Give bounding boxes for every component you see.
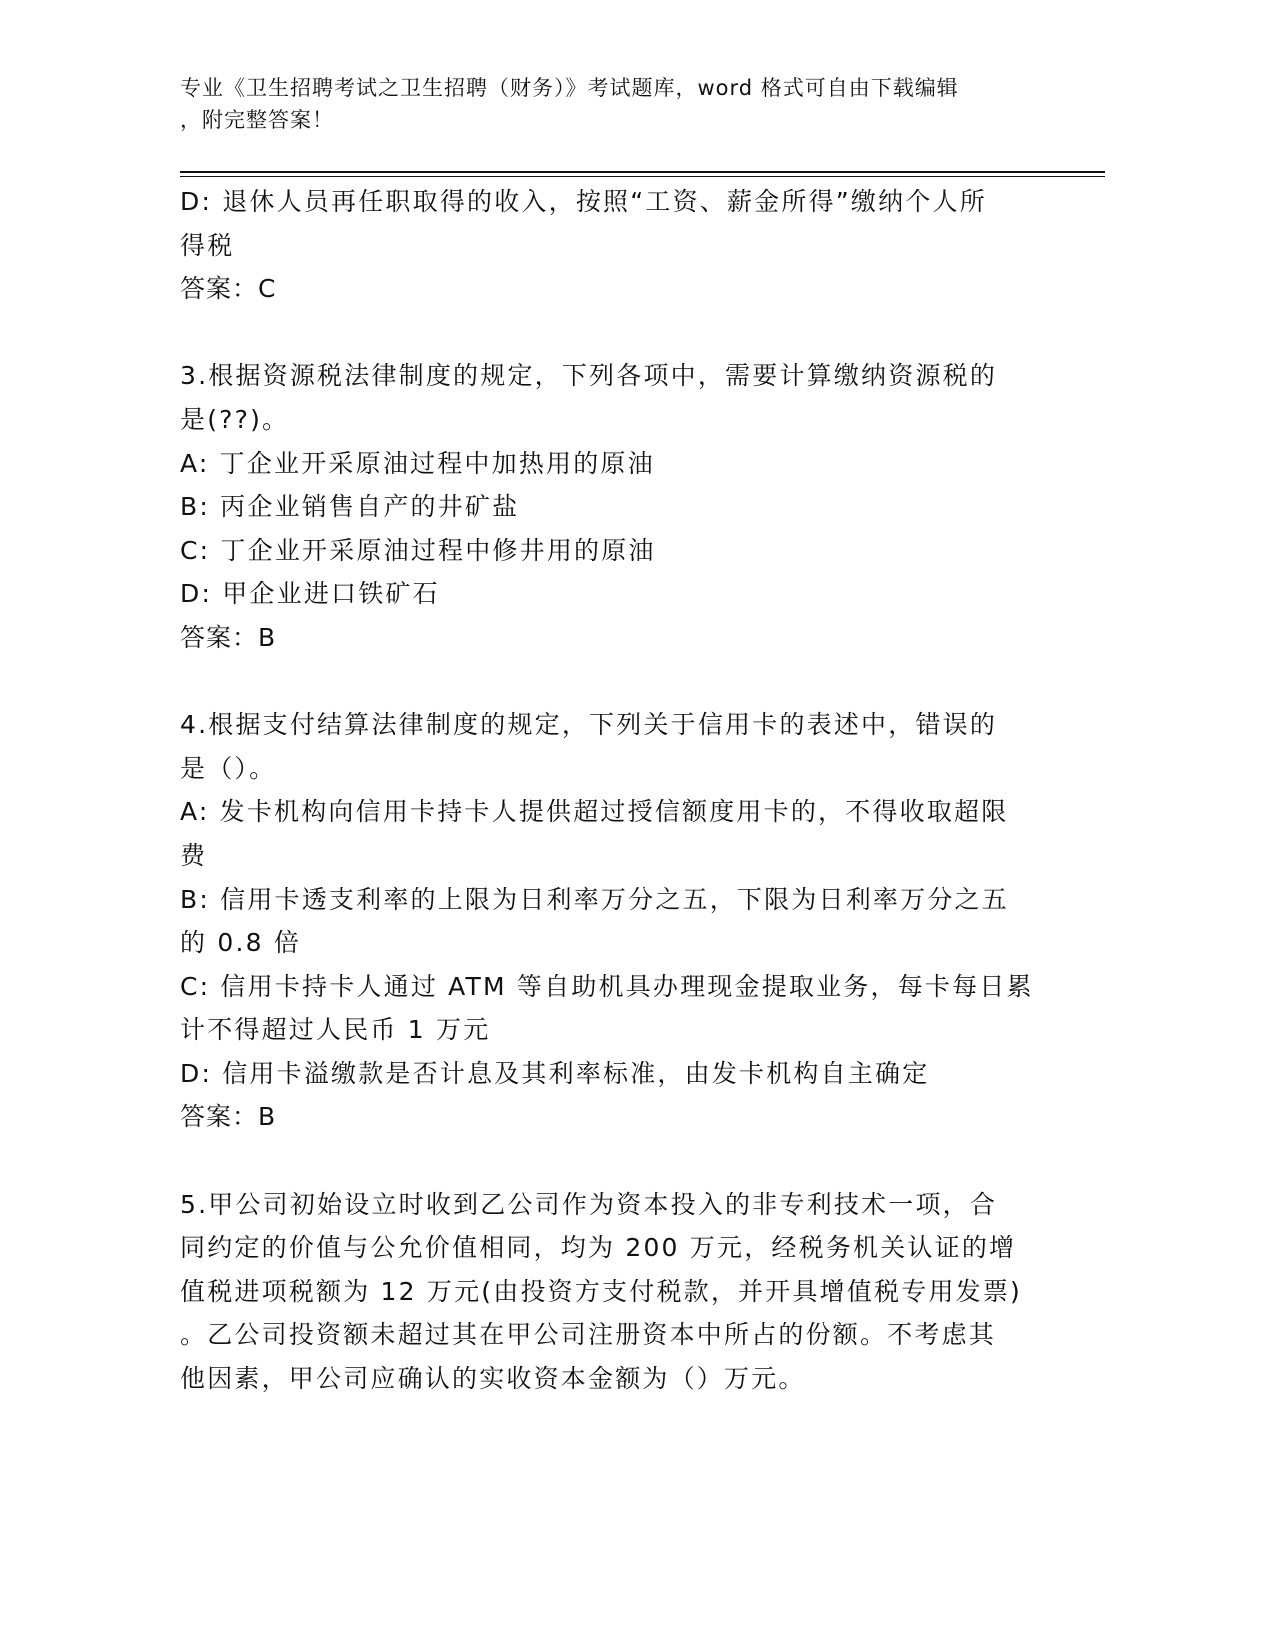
answer: 答案：B <box>180 1102 277 1132</box>
header-line: 专业《卫生招聘考试之卫生招聘（财务）》考试题库，word 格式可自由下载编辑 <box>180 76 959 100</box>
question-stem: 他因素，甲公司应确认的实收资本金额为（）万元。 <box>180 1364 806 1394</box>
question-stem: 4.根据支付结算法律制度的规定，下列关于信用卡的表述中，错误的 <box>180 710 998 740</box>
option-a: 费 <box>180 840 208 870</box>
option-d: D: 退休人员再任职取得的收入，按照“工资、薪金所得”缴纳个人所 <box>180 187 987 216</box>
question-stem: 同约定的价值与公允价值相同，均为 200 万元，经税务机关认证的增 <box>180 1233 1017 1263</box>
question-5 <box>180 1183 1080 1401</box>
option-c: C: 信用卡持卡人通过 ATM 等自助机具办理现金提取业务，每卡每日累 <box>180 971 1034 1001</box>
option-b: B: 信用卡透支利率的上限为日利率万分之五，下限为日利率万分之五 <box>180 884 1009 914</box>
header-divider <box>180 171 1105 173</box>
option-d: D: 甲企业进口铁矿石 <box>180 579 440 609</box>
question-2-fragment <box>180 180 1080 311</box>
option-c: C: 丁企业开采原油过程中修井用的原油 <box>180 535 656 565</box>
question-stem: 。乙公司投资额未超过其在甲公司注册资本中所占的份额。不考虑其 <box>180 1320 997 1350</box>
option-b: B: 丙企业销售自产的井矿盐 <box>180 492 520 522</box>
header-divider <box>180 176 1105 177</box>
document-body <box>180 180 1080 1401</box>
header-line: ，附完整答案！ <box>180 108 334 132</box>
option-b: 的 0.8 倍 <box>180 928 302 958</box>
option-d: 得税 <box>180 230 235 260</box>
answer: 答案：B <box>180 622 277 652</box>
option-c: 计不得超过人民币 1 万元 <box>180 1015 491 1045</box>
question-stem: 值税进项税额为 12 万元(由投资方支付税款，并开具增值税专用发票) <box>180 1276 1023 1306</box>
question-stem: 是（）。 <box>180 753 277 783</box>
option-a: A: 丁企业开采原油过程中加热用的原油 <box>180 448 655 478</box>
option-a: A: 发卡机构向信用卡持卡人提供超过授信额度用卡的，不得收取超限 <box>180 797 1009 827</box>
document-header <box>180 72 1040 136</box>
question-stem: 5.甲公司初始设立时收到乙公司作为资本投入的非专利技术一项，合 <box>180 1189 998 1219</box>
question-stem: 是(??)。 <box>180 404 290 434</box>
question-4 <box>180 703 1080 1139</box>
answer: 答案：C <box>180 274 277 304</box>
question-3 <box>180 354 1080 659</box>
option-d: D: 信用卡溢缴款是否计息及其利率标准，由发卡机构自主确定 <box>180 1058 930 1088</box>
question-stem: 3.根据资源税法律制度的规定，下列各项中，需要计算缴纳资源税的 <box>180 361 998 391</box>
